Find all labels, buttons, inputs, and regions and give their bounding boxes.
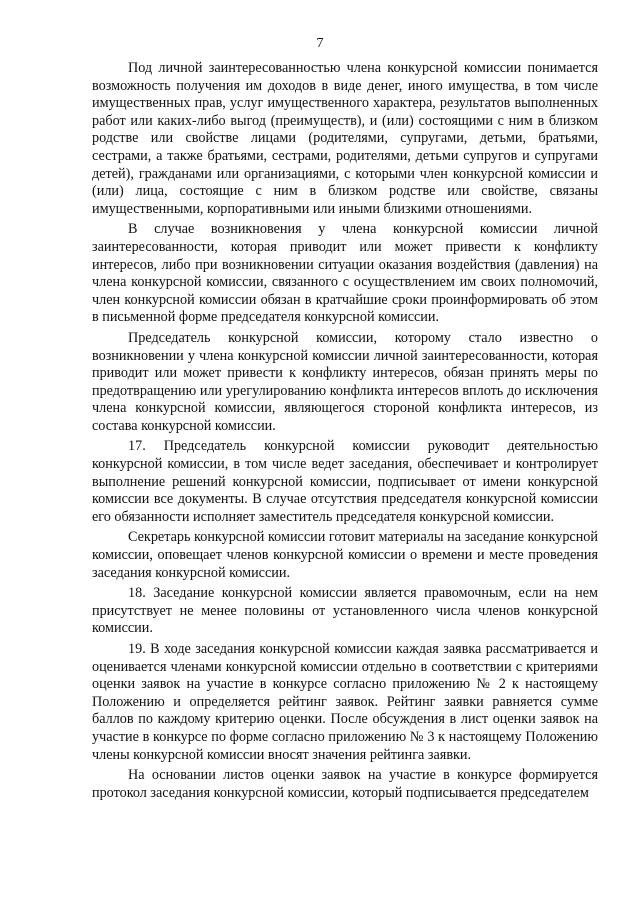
- paragraph-protocol: На основании листов оценки заявок на участие в конкурсе формируется протокол заседания конкурсной комиссии, который подписывается председателем: [92, 767, 598, 801]
- paragraph-personal-interest: Под личной заинтересованностью члена конкурсной комиссии понимается возможность получения им доходов в виде денег, иного имущества, в том числе имущественных прав, услуг имущественного характера, результатов выполненных работ или каких-либо выгод (преимуществ), и (или) состоящими с ним в близком родстве или свойстве лицами (родителями, супругами, детьми, братьями, сестрами, а также братьями, сестрами, родителями, детьми супругов и супругами детей), гражданами или организациями, с которыми член конкурсной комиссии и (или) лица, состоящие с ним в близком родстве или свойстве, связаны имущественными, корпоративными или иными близкими отношениями.: [92, 60, 598, 217]
- document-body: [92, 60, 598, 805]
- paragraph-conflict-notice: В случае возникновения у члена конкурсной комиссии личной заинтересованности, которая приводит или может привести к конфликту интересов, либо при возникновении ситуации оказания воздействия (давления) на члена конкурсной комиссии, связанного с осуществлением им своих полномочий, член конкурсной комиссии обязан в кратчайшие сроки проинформировать об этом в письменной форме председателя конкурсной комиссии.: [92, 221, 598, 326]
- page-number: 7: [316, 36, 324, 51]
- paragraph-item-17: 17. Председатель конкурсной комиссии руководит деятельностью конкурсной комиссии, в том числе ведет заседания, обеспечивает и контролирует выполнение решений конкурсной комиссии, подписывает от имени конкурсной комиссии все документы. В случае отсутствия председателя конкурсной комиссии его обязанности исполняет заместитель председателя конкурсной комиссии.: [92, 438, 598, 525]
- paragraph-chairman-measures: Председатель конкурсной комиссии, которому стало известно о возникновении у члена конкурсной комиссии личной заинтересованности, которая приводит или может привести к конфликту интересов, обязан принять меры по предотвращению или урегулированию конфликта интересов вплоть до исключения члена конкурсной комиссии, являющегося стороной конфликта интересов, из состава конкурсной комиссии.: [92, 329, 598, 434]
- paragraph-item-18: 18. Заседание конкурсной комиссии является правомочным, если на нем присутствует не менее половины от установленного числа членов конкурсной комиссии.: [92, 585, 598, 637]
- paragraph-secretary: Секретарь конкурсной комиссии готовит материалы на заседание конкурсной комиссии, оповещает членов конкурсной комиссии о времени и месте проведения заседания конкурсной комиссии.: [92, 529, 598, 581]
- paragraph-item-19: 19. В ходе заседания конкурсной комиссии каждая заявка рассматривается и оценивается членами конкурсной комиссии отдельно в соответствии с критериями оценки заявок на участие в конкурсе согласно приложению № 2 к настоящему Положению и определяется рейтинг заявок. Рейтинг заявки равняется сумме баллов по каждому критерию оценки. После обсуждения в лист оценки заявок на участие в конкурсе по форме согласно приложению № 3 к настоящему Положению члены конкурсной комиссии вносят значения рейтинга заявки.: [92, 641, 598, 763]
